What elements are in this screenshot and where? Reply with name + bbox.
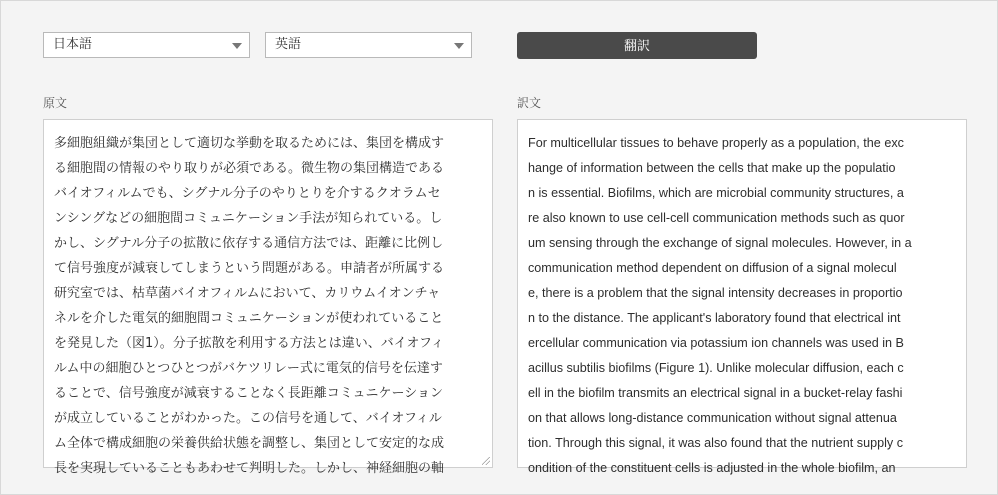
chevron-down-icon <box>454 43 464 49</box>
source-line: が成立していることがわかった。この信号を通して、バイオフィル <box>54 411 442 426</box>
target-line: For multicellular tissues to behave properly as a population, the exc <box>528 136 904 150</box>
target-line: um sensing through the exchange of signal molecules. However, in a <box>528 236 912 250</box>
source-line: 多細胞組織が集団として適切な挙動を取るためには、集団を構成す <box>54 136 445 151</box>
chevron-down-icon <box>232 43 242 49</box>
target-line: ondition of the constituent cells is adjusted in the whole biofilm, an <box>528 461 896 475</box>
source-line: 長を実現していることもあわせて判明した。しかし、神経細胞の軸 <box>54 461 445 476</box>
source-line: バイオフィルムでも、シグナル分子のやりとりを介するクオラムセ <box>54 186 441 201</box>
target-line: hange of information between the cells that make up the populatio <box>528 161 896 175</box>
target-line: n is essential. Biofilms, which are microbial community structures, a <box>528 186 904 200</box>
target-line: communication method dependent on diffusion of a signal molecul <box>528 261 897 275</box>
source-line: 研究室では、枯草菌バイオフィルムにおいて、カリウムイオンチャ <box>54 286 441 301</box>
translation-output-area[interactable] <box>517 119 967 475</box>
target-line: ell in the biofilm transmits an electrical signal in a bucket-relay fashi <box>528 386 903 400</box>
source-line: を発見した（図1）。分子拡散を利用する方法とは違い、バイオフィ <box>54 336 444 351</box>
source-text-area[interactable] <box>43 119 493 476</box>
source-line: る細胞間の情報のやり取りが必須である。微生物の集団構造である <box>54 161 445 176</box>
source-line: ルム中の細胞ひとつひとつがバケツリレー式に電気的信号を伝達す <box>54 361 443 376</box>
target-line: on that allows long-distance communication without signal attenua <box>528 411 897 425</box>
resize-grip-icon[interactable] <box>482 457 490 465</box>
target-language-value: 英語 <box>275 37 302 52</box>
source-line: て信号強度が減衰してしまうという問題がある。申請者が所属する <box>54 261 445 276</box>
target-line: e, there is a problem that the signal intensity decreases in proportio <box>528 286 903 300</box>
source-language-select[interactable] <box>43 32 250 58</box>
source-panel-label: 原文 <box>43 96 68 110</box>
source-line: ム全体で構成細胞の栄養供給状態を調整し、集団として安定的な成 <box>54 436 445 451</box>
source-line: かし、シグナル分子の拡散に依存する通信方法では、距離に比例し <box>54 236 444 251</box>
target-line: n to the distance. The applicant's laboratory found that electrical int <box>528 311 901 325</box>
source-language-value: 日本語 <box>53 37 93 52</box>
target-line: ercellular communication via potassium ion channels was used in B <box>528 336 904 350</box>
target-language-select[interactable] <box>265 32 472 58</box>
translate-button[interactable]: 翻訳 <box>517 32 757 59</box>
source-line: ネルを介した電気的細胞間コミュニケーションが使われていること <box>54 311 444 326</box>
target-line: tion. Through this signal, it was also found that the nutrient supply c <box>528 436 904 450</box>
target-panel-label: 訳文 <box>517 96 542 110</box>
target-line: acillus subtilis biofilms (Figure 1). Unlike molecular diffusion, each c <box>528 361 904 375</box>
source-line: ンシングなどの細胞間コミュニケーション手法が知られている。し <box>54 211 443 226</box>
source-line: ることで、信号強度が減衰することなく長距離コミュニケーション <box>54 386 443 401</box>
target-line: re also known to use cell-cell communication methods such as quor <box>528 211 905 225</box>
